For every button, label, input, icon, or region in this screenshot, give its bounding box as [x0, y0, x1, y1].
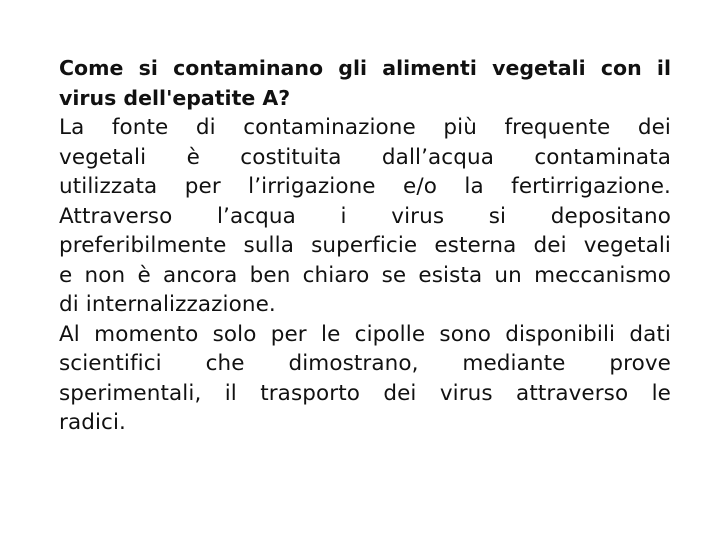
- paragraph-scientific-data: [59, 320, 671, 438]
- paragraph-line-text: scientifici che dimostrano, mediante prove: [59, 351, 671, 376]
- text-body: [59, 54, 671, 438]
- paragraph-contamination-source: [59, 113, 671, 320]
- paragraph-line: [59, 290, 671, 320]
- question-heading: [59, 54, 671, 113]
- paragraph-line-text: e non è ancora ben chiaro se esista un meccanismo: [59, 262, 671, 288]
- paragraph-line-text: Attraverso l’acqua i virus si depositano: [59, 203, 671, 229]
- paragraph-line: [59, 113, 671, 143]
- question-line-text: virus dell'epatite A?: [59, 85, 291, 110]
- paragraph-line-text: utilizzata per l’irrigazione e/o la fertirrigazione.: [59, 174, 671, 199]
- paragraph-line-text: di internalizzazione.: [59, 292, 276, 317]
- paragraph-line: [59, 408, 671, 438]
- paragraph-line-text: Al momento solo per le cipolle sono disponibili dati: [59, 321, 671, 347]
- question-line-text: Come si contaminano gli alimenti vegetali con il: [59, 56, 671, 80]
- paragraph-line: [59, 143, 671, 173]
- paragraph-line-text: sperimentali, il trasporto dei virus attraverso le: [59, 380, 671, 406]
- paragraph-line: [59, 172, 671, 202]
- paragraph-line: [59, 320, 671, 350]
- question-line: [59, 84, 671, 114]
- paragraph-line: [59, 231, 671, 261]
- paragraph-line: [59, 379, 671, 409]
- paragraph-line: [59, 202, 671, 232]
- paragraph-line-text: vegetali è costituita dall’acqua contaminata: [59, 144, 671, 170]
- paragraph-line-text: radici.: [59, 410, 126, 435]
- paragraph-line: [59, 349, 671, 379]
- paragraph-line-text: La fonte di contaminazione più frequente dei: [59, 115, 671, 140]
- question-line: [59, 54, 671, 84]
- paragraph-line: [59, 261, 671, 291]
- paragraph-line-text: preferibilmente sulla superficie esterna dei vegetali: [59, 233, 671, 258]
